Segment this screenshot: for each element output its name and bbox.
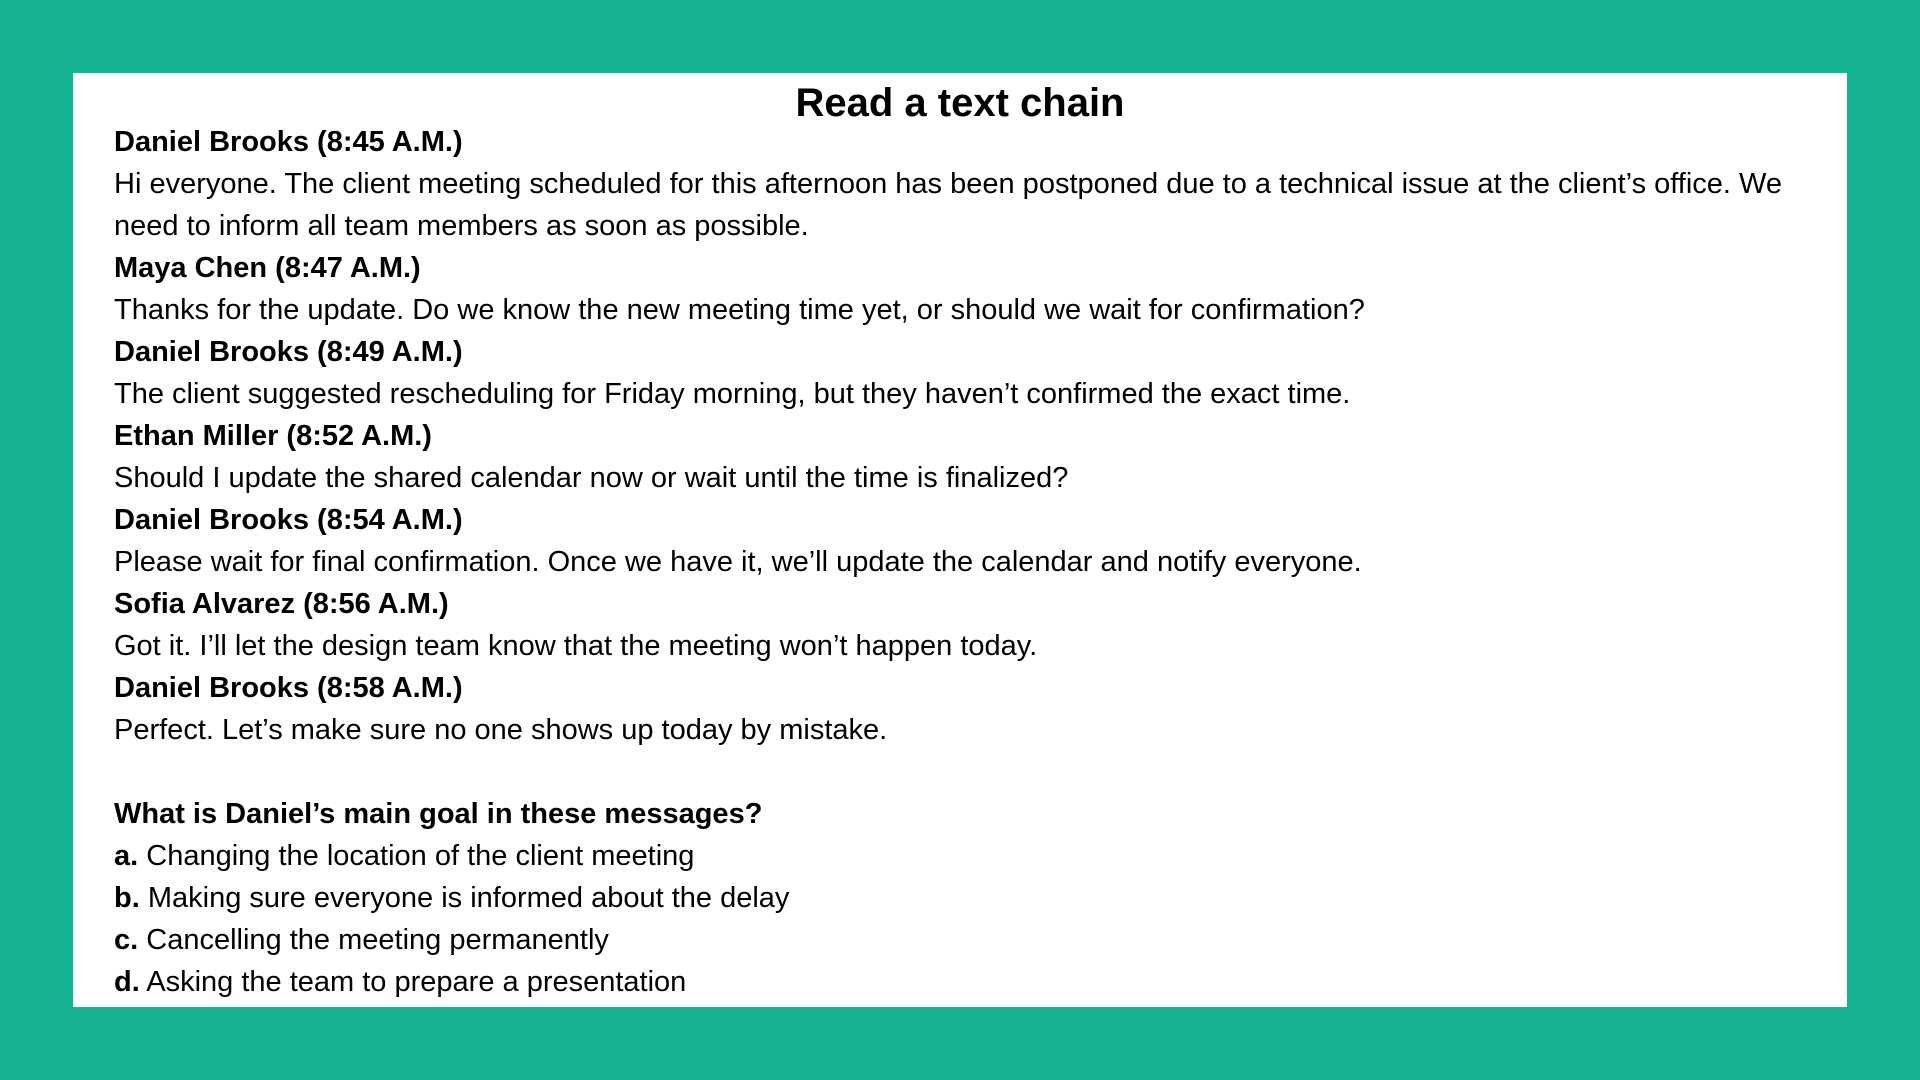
option-text: Asking the team to prepare a presentation [146, 966, 687, 998]
message-author: Ethan Miller (8:52 A.M.) [114, 420, 432, 452]
question-text: What is Daniel’s main goal in these messages? [114, 798, 763, 830]
message-text: Please wait for final confirmation. Once we have it, we’ll update the calendar and notify everyone. [114, 546, 1362, 578]
message [114, 247, 1814, 331]
page-title: Read a text chain [795, 81, 1125, 125]
answer-option-d[interactable] [114, 961, 1814, 1003]
option-text: Changing the location of the client meeting [146, 840, 695, 872]
message [114, 331, 1814, 415]
message-text: Hi everyone. The client meeting scheduled for this afternoon has been postponed due to a technical issue at the client’s office. We need to inform all team members as soon as possible. [114, 168, 1783, 242]
message-author: Daniel Brooks (8:54 A.M.) [114, 504, 463, 536]
message [114, 667, 1814, 751]
message-author: Sofia Alvarez (8:56 A.M.) [114, 588, 449, 620]
message-text: Perfect. Let’s make sure no one shows up today by mistake. [114, 714, 888, 746]
option-letter: c. [114, 924, 139, 956]
text-chain [114, 121, 1814, 1003]
worksheet-card [73, 73, 1847, 1007]
message [114, 499, 1814, 583]
message [114, 415, 1814, 499]
option-text: Making sure everyone is informed about the delay [147, 882, 790, 914]
answer-option-c[interactable] [114, 919, 1814, 961]
answer-option-a[interactable] [114, 835, 1814, 877]
spacer [114, 751, 1814, 793]
option-text: Cancelling the meeting permanently [146, 924, 609, 956]
message-text: Should I update the shared calendar now or wait until the time is finalized? [114, 462, 1069, 494]
message-author: Daniel Brooks (8:58 A.M.) [114, 672, 463, 704]
message-author: Daniel Brooks (8:45 A.M.) [114, 126, 463, 158]
option-letter: b. [114, 882, 140, 914]
answer-option-b[interactable] [114, 877, 1814, 919]
message-author: Maya Chen (8:47 A.M.) [114, 252, 421, 284]
message-text: Got it. I’ll let the design team know that the meeting won’t happen today. [114, 630, 1038, 662]
message-text: The client suggested rescheduling for Friday morning, but they haven’t confirmed the exact time. [114, 378, 1351, 410]
option-letter: a. [114, 840, 139, 872]
message [114, 121, 1814, 247]
message-text: Thanks for the update. Do we know the new meeting time yet, or should we wait for confirmation? [114, 294, 1365, 326]
message [114, 583, 1814, 667]
option-letter: d. [114, 966, 140, 998]
message-author: Daniel Brooks (8:49 A.M.) [114, 336, 463, 368]
